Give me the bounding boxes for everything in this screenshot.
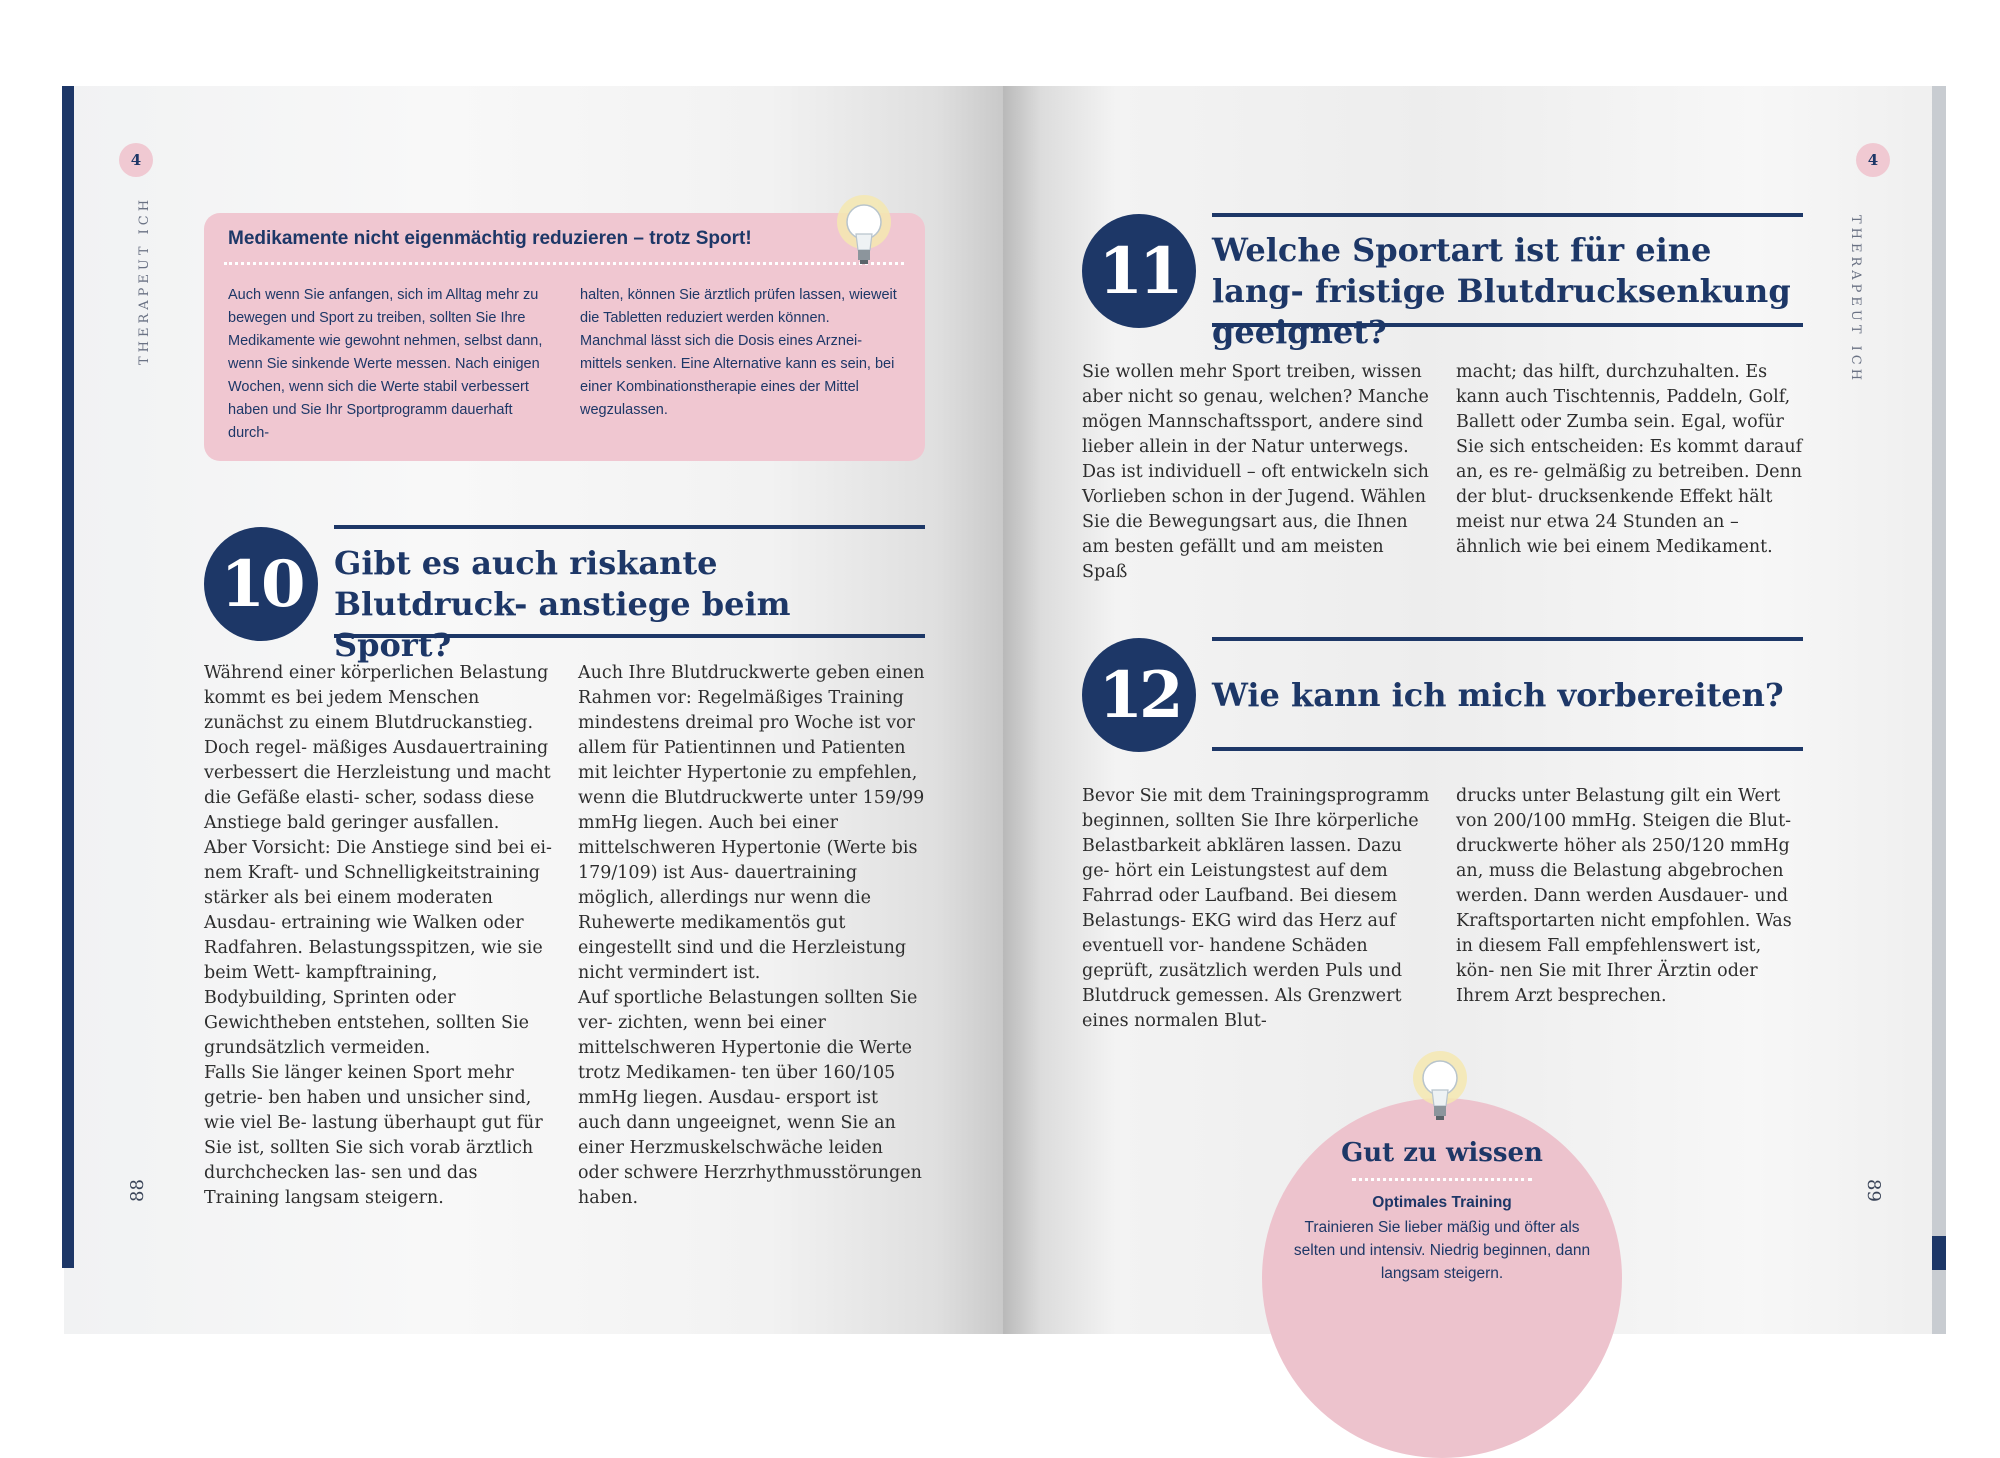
running-head-left: THERAPEUT ICH [137,195,152,365]
info-title: Gut zu wissen [1341,1138,1543,1168]
running-head-right: THERAPEUT ICH [1848,215,1863,385]
info-subtitle: Optimales Training [1372,1194,1512,1211]
warning-box-col1: Auch wenn Sie anfangen, sich im Alltag mehr zu bewegen und Sport zu treiben, sollten Sie Ihre Medikamente wie gewohnt nehmen, selbst dann, wenn Sie sinkende Werte messen. Nach einigen Wochen, wenn sich die Werte stabil verbessert haben und Sie Ihr Sportprogramm dauerhaft durch- [228,287,543,441]
right-edge-marker [1932,1236,1946,1270]
question-title-12: Wie kann ich mich vorbereiten? [1212,676,1784,714]
left-page-edge [62,86,74,1268]
heading-rule-top-12 [1212,637,1803,641]
page-number-right: 89 [1862,1179,1884,1202]
page-number-left: 88 [126,1179,148,1202]
heading-rule-bottom-12 [1212,747,1803,751]
warning-box-col2: halten, können Sie ärztlich prüfen lassen, wieweit die Tabletten reduziert werden können. Manchmal lässt sich die Dosis eines Arznei- mittels senken. Eine Alternative kann es sein, bei einer Kombinationstherapie eines der Mittel wegzulassen. [580,287,897,418]
info-divider [1352,1178,1532,1181]
warning-box-divider [224,262,904,265]
answer-11-col1: Sie wollen mehr Sport treiben, wissen aber nicht so genau, welchen? Manche mögen Mannschaftssport, andere sind lieber allein in der Natur unterwegs. Das ist individuell – oft entwickeln sich Vorlieben schon in der Jugend. Wählen Sie die Bewegungsart aus, die Ihnen am besten gefällt und am meisten Spaß [1082,362,1429,582]
answer-10-col1: Während einer körperlichen Belastung kommt es bei jedem Menschen zunächst zu einem Blutdruckanstieg. Doch regel- mäßiges Ausdauertraining verbessert die Herzleistung und macht die Gefäße elasti- scher, sodass diese Anstiege bald geringer ausfallen. Aber Vorsicht: Die Anstiege sind bei ei- nem Kraft- und Schnelligkeitstraining stärker als bei einem moderaten Ausdau- ertraining wie Walken oder Radfahren. Belastungsspitzen, wie sie beim Wett- kampftraining, Bodybuilding, Sprinten oder Gewichtheben entstehen, sollten Sie grundsätzlich vermeiden. Falls Sie länger keinen Sport mehr getrie- ben haben und unsicher sind, wie viel Be- lastung überhaupt gut für Sie ist, sollten Sie sich vorab ärztlich durchchecken las- sen und das Training langsam steigern. [204,663,552,1208]
chapter-badge-left: 4 [119,143,153,177]
answer-10-col2: Auch Ihre Blutdruckwerte geben einen Rahmen vor: Regelmäßiges Training mindestens dreimal pro Woche ist vor allem für Patientinnen und Patienten mit leichter Hypertonie zu empfehlen, wenn die Blutdruckwerte unter 159/99 mmHg liegen. Auch bei einer mittelschweren Hypertonie (Werte bis 179/109) ist Aus- dauertraining möglich, allerdings nur wenn die Ruhewerte medikamentös gut eingestellt sind und die Herzleistung nicht vermindert ist. Auf sportliche Belastungen sollten Sie ver- zichten, wenn bei einer mittelschweren Hypertonie die Werte trotz Medikamen- ten über 160/105 mmHg liegen. Ausdau- ersport ist auch dann ungeeignet, wenn Sie an einer Herzmuskelschwäche leiden oder schwere Herzrhythmusstörungen haben. [578,663,925,1208]
question-number-12: 12 [1082,638,1196,752]
heading-rule-top-10 [334,525,925,529]
warning-box-title: Medikamente nicht eigenmächtig reduzieren – trotz Sport! [228,228,752,249]
question-title-11: Welche Sportart ist für eine lang- fristige Blutdrucksenkung geeignet? [1212,231,1791,351]
answer-12-col1: Bevor Sie mit dem Trainingsprogramm beginnen, sollten Sie Ihre körperliche Belastbarkeit abklären lassen. Dazu ge- hört ein Leistungstest auf dem Fahrrad oder Laufband. Bei diesem Belastungs- EKG wird das Herz auf eventuell vor- handene Schäden geprüft, zusätzlich werden Puls und Blutdruck gemessen. Als Grenzwert eines normalen Blut- [1082,786,1430,1031]
lightbulb-icon [1413,1048,1467,1132]
answer-11-col2: macht; das hilft, durchzuhalten. Es kann auch Tischtennis, Paddeln, Golf, Ballett oder Zumba sein. Egal, wofür Sie sich entscheiden: Es kommt darauf an, es re- gelmäßig zu betreiben. Denn der blut- drucksenkende Effekt hält meist nur etwa 24 Stunden an – ähnlich wie bei einem Medikament. [1456,362,1803,557]
question-number-11: 11 [1082,214,1196,328]
right-page-edge [1932,86,1946,1334]
answer-12-col2: drucks unter Belastung gilt ein Wert von 200/100 mmHg. Steigen die Blut- druckwerte höher als 250/120 mmHg an, muss die Belastung abgebrochen werden. Dann werden Ausdauer- und Kraftsportarten nicht empfohlen. Was in diesem Fall empfehlenswert ist, kön- nen Sie mit Ihrer Ärztin oder Ihrem Arzt besprechen. [1456,786,1792,1006]
question-title-10: Gibt es auch riskante Blutdruck- anstiege beim Sport? [334,544,791,664]
heading-rule-top-11 [1212,213,1803,217]
chapter-badge-right: 4 [1856,143,1890,177]
question-number-10: 10 [204,527,318,641]
info-text: Trainieren Sie lieber mäßig und öfter als selten und intensiv. Niedrig beginnen, dann langsam steigern. [1293,1219,1591,1282]
lightbulb-icon [837,192,891,276]
